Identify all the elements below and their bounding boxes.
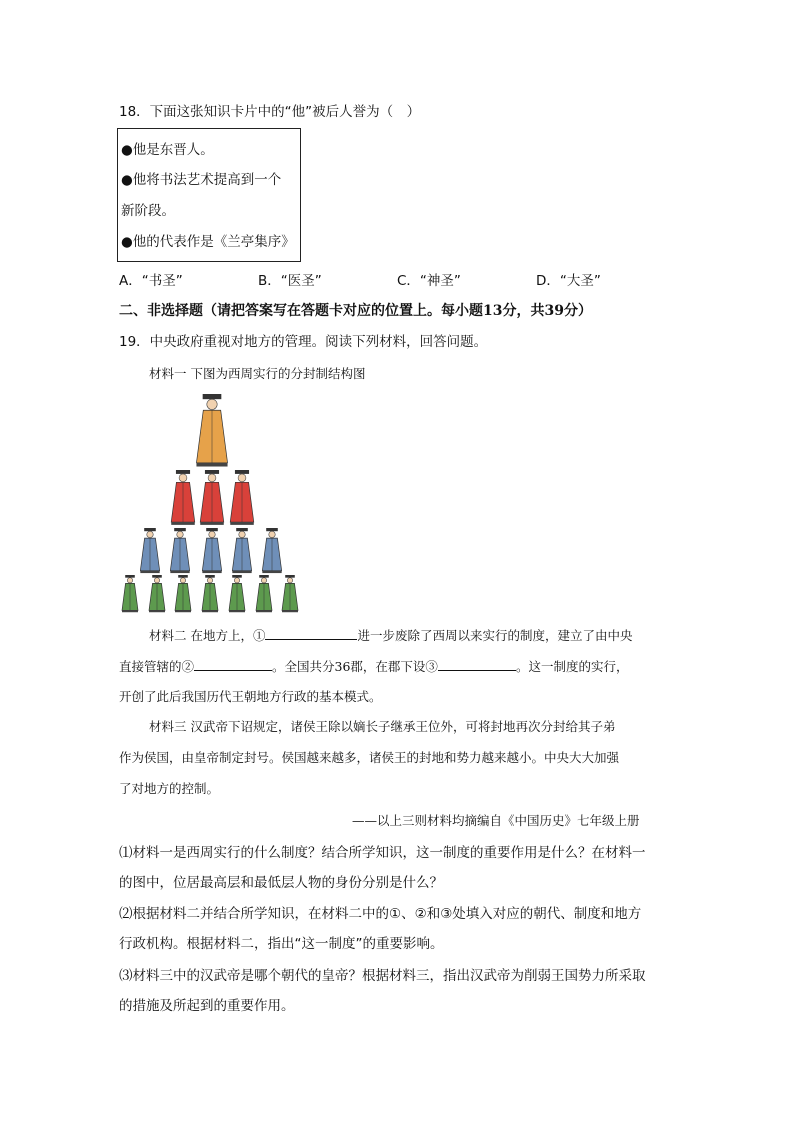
shi-figure-5 [229,575,245,612]
material-2-line-3: 开创了此后我国历代王朝地方行政的基本模式。 [119,689,382,704]
blank-3[interactable] [438,656,516,671]
option-d: D．“大圣” [536,273,601,289]
sub-question-3-line-1: ⑶材料三中的汉武帝是哪个朝代的皇帝？根据材料三，指出汉武帝为削弱王国势力所采取 [119,968,646,984]
material-2-line-1 [149,625,633,645]
shi-figure-4 [202,575,218,612]
option-b: B．“医圣” [258,273,322,289]
noble-figure-3 [202,528,221,573]
material-source: ——以上三则材料均摘编自《中国历史》七年级上册 [352,813,640,828]
blank-1[interactable] [265,625,357,640]
material-3-line-1: 材料三 汉武帝下诏规定，诸侯王除以嫡长子继承王位外，可将封地再次分封给其子弟 [149,719,616,734]
sub-question-2-line-1: ⑵根据材料二并结合所学知识，在材料二中的①、②和③处填入对应的朝代、制度和地方 [119,906,642,922]
material-3-line-3: 了对地方的控制。 [119,781,220,796]
shi-figure-6 [256,575,272,612]
sub-question-1-line-2: 的图中，位居最高层和最低层人物的身份分别是什么？ [119,875,443,891]
material-2-part-c: 直接管辖的② [119,659,195,674]
option-c: C．“神圣” [397,273,461,289]
q18-stem: 18．下面这张知识卡片中的“他”被后人誉为（ ） [119,104,421,120]
noble-figure-5 [262,528,281,573]
duke-figure-2 [200,470,224,525]
material-2-line-2 [119,656,628,676]
noble-figure-1 [140,528,159,573]
card-line-3: 新阶段。 [121,203,175,219]
noble-figure-4 [232,528,251,573]
king-figure [196,394,227,467]
shi-figure-7 [282,575,298,612]
q19-stem: 19．中央政府重视对地方的管理。阅读下列材料，回答问题。 [119,334,488,350]
material-2-part-a: 材料二 在地方上，① [149,628,266,643]
section-2-heading: 二、非选择题（请把答案写在答题卡对应的位置上。每小题13分，共39分） [119,303,592,319]
sub-question-2-line-2: 行政机构。根据材料二，指出“这一制度”的重要影响。 [119,936,444,952]
duke-figure-3 [230,470,254,525]
duke-figure-1 [171,470,195,525]
material-2-part-d: 。全国共分36郡，在郡下设③ [272,659,438,674]
material-3-line-2: 作为侯国，由皇帝制定封号。侯国越来越多，诸侯王的封地和势力越来越小。中央大大加强 [119,750,620,765]
material-1-caption: 材料一 下图为西周实行的分封制结构图 [149,366,366,381]
shi-figure-2 [149,575,165,612]
card-line-1: ●他是东晋人。 [121,142,214,158]
shi-figure-3 [175,575,191,612]
material-2-part-b: 进一步废除了西周以来实行的制度，建立了由中央 [357,628,633,643]
sub-question-3-line-2: 的措施及所起到的重要作用。 [119,998,295,1014]
card-line-2: ●他将书法艺术提高到一个 [121,172,282,188]
fengjian-pyramid-figure [118,394,308,616]
option-a: A．“书圣” [119,273,183,289]
knowledge-card [117,128,301,262]
card-line-4: ●他的代表作是《兰亭集序》 [121,234,295,250]
blank-2[interactable] [194,656,272,671]
sub-question-1-line-1: ⑴材料一是西周实行的什么制度？结合所学知识，这一制度的重要作用是什么？在材料一 [119,845,646,861]
material-2-part-e: 。这一制度的实行， [515,659,629,674]
shi-figure-1 [122,575,138,612]
noble-figure-2 [170,528,189,573]
